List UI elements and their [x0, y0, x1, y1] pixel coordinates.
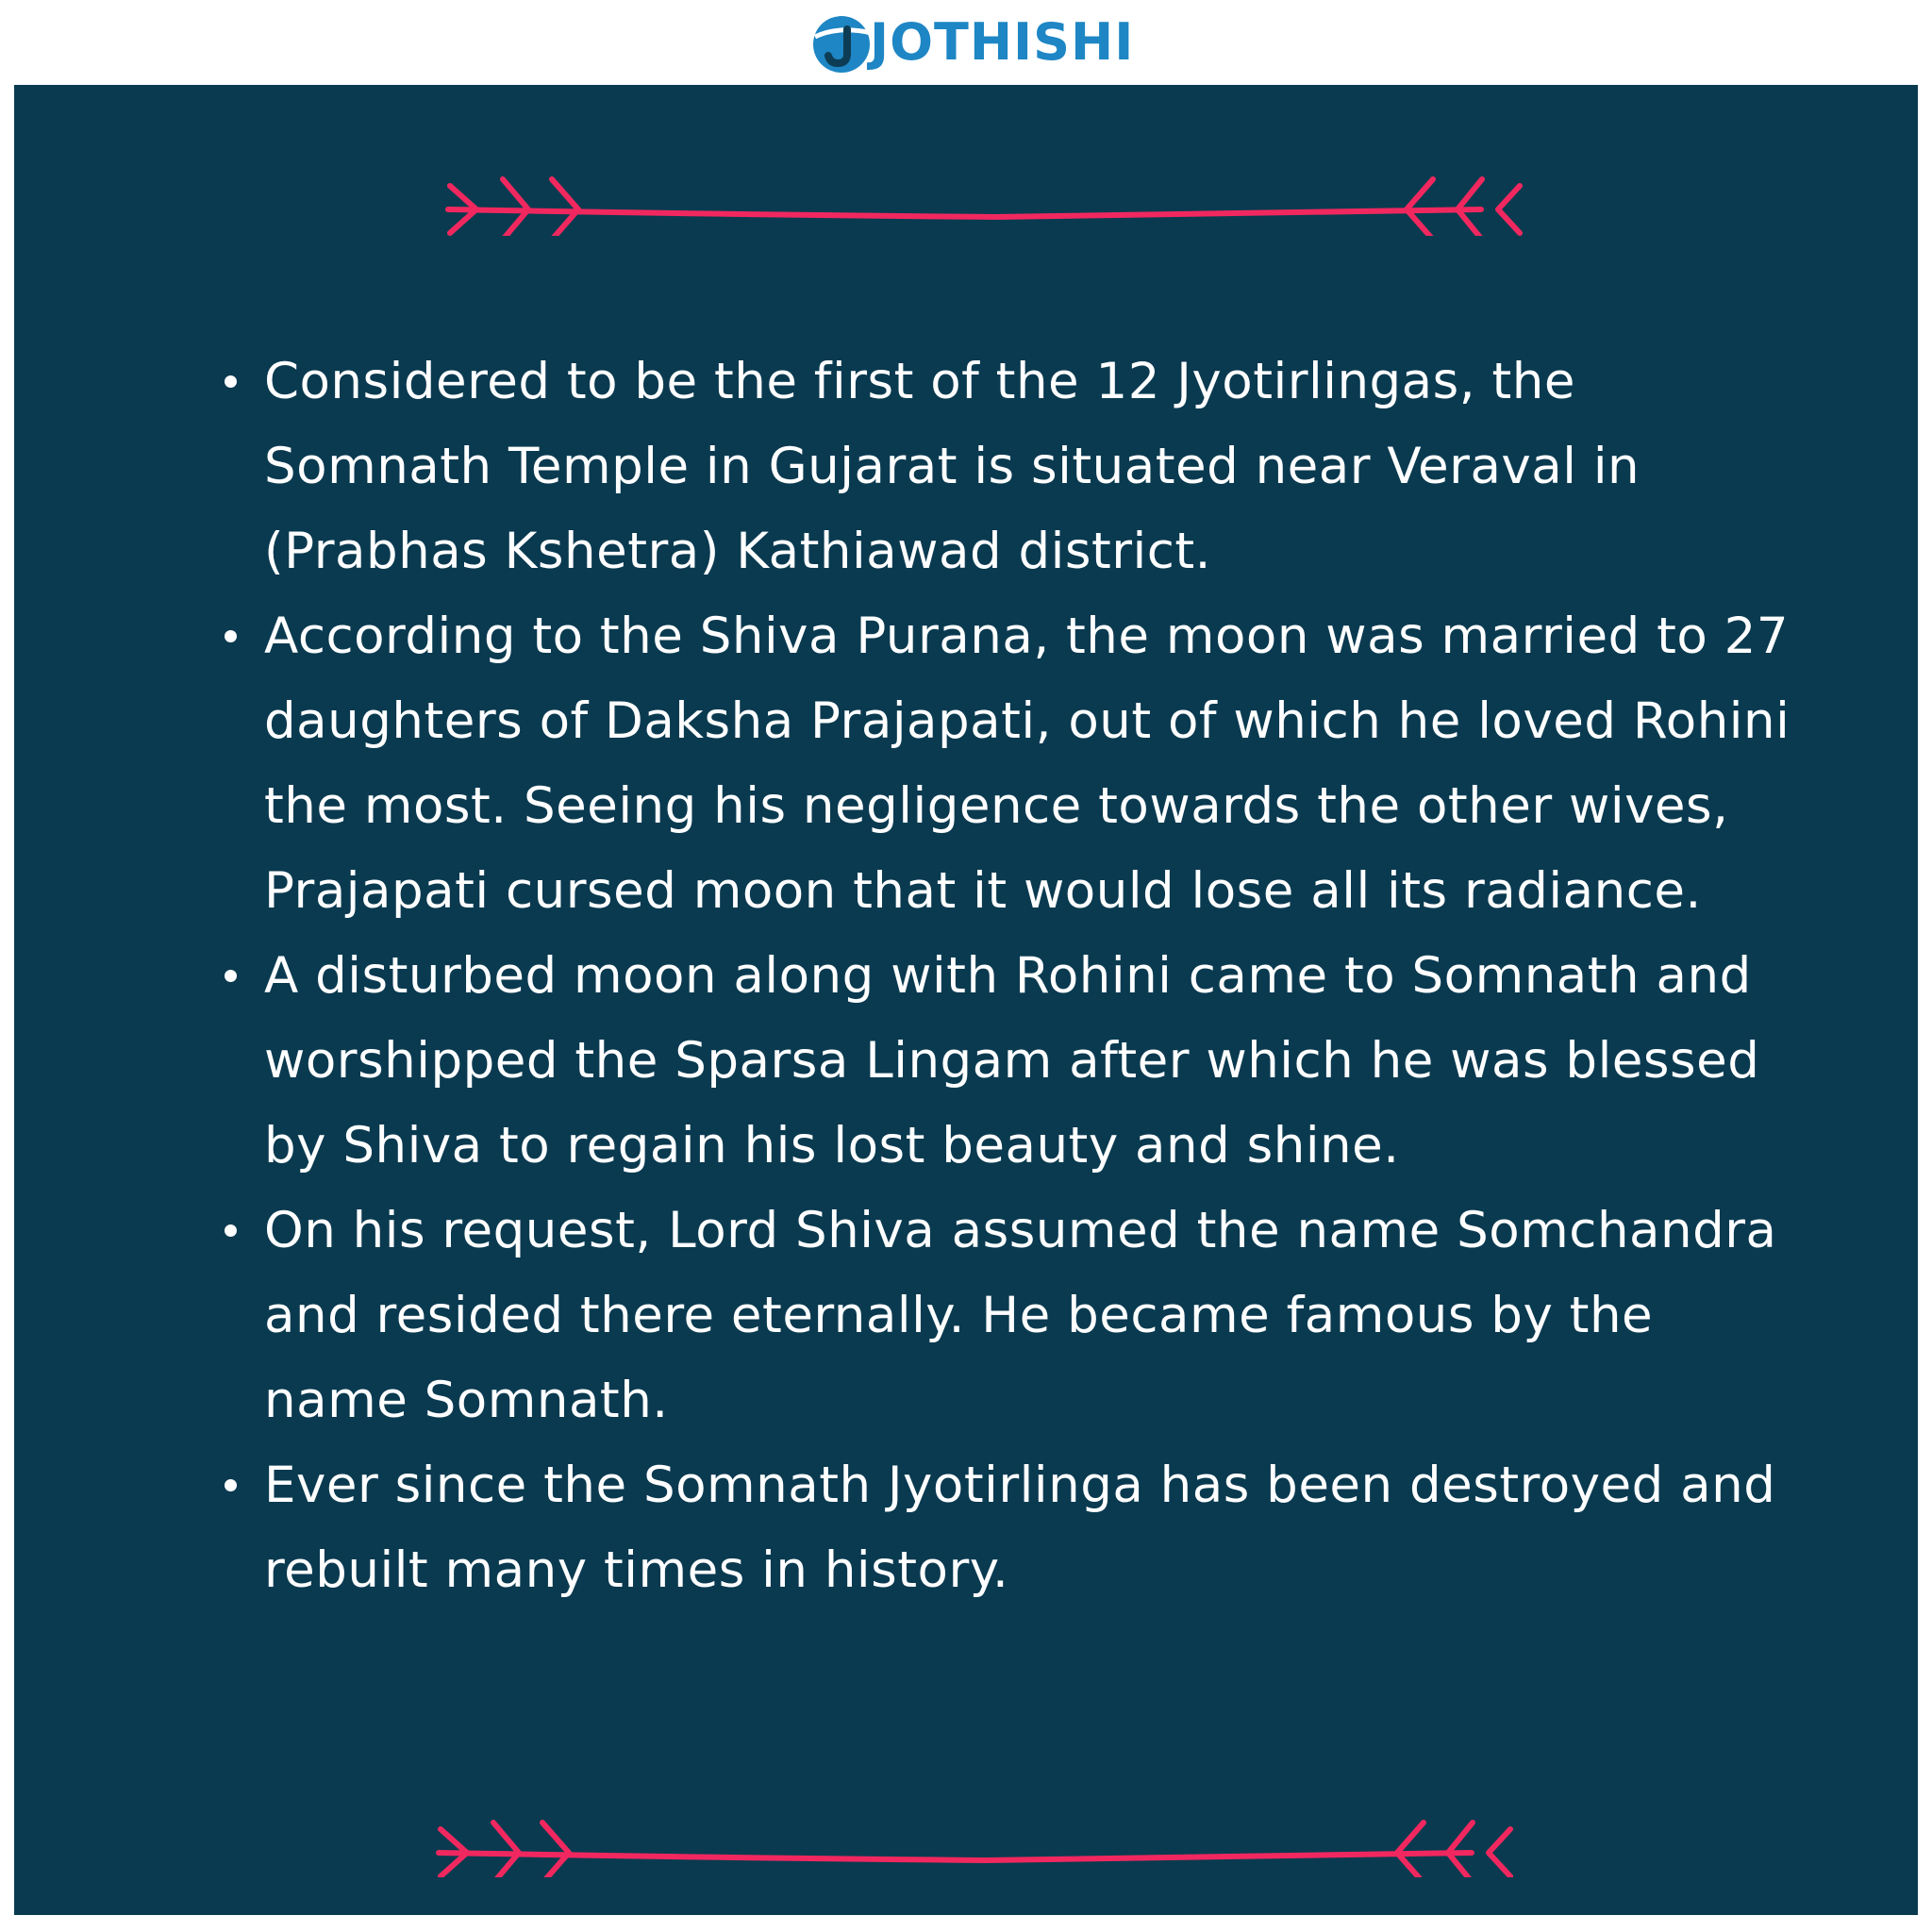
list-item	[264, 934, 1807, 1189]
brand-name: JOTHISHI	[870, 12, 1135, 72]
list-item-text: According to the Shiva Purana, the moon was married to 27 daughters of Daksha Prajapati, out of which he loved Rohini the most. Seeing his negligence towards the other wives, Prajapati cursed moon that it would lose all its radiance.	[264, 608, 1790, 920]
bullet-dot-icon	[225, 630, 237, 642]
list-item	[264, 1443, 1807, 1613]
brand-logo[interactable]	[809, 5, 1134, 80]
bullet-list	[203, 340, 1807, 1613]
top-arrow-divider-icon	[14, 142, 1918, 236]
bullet-dot-icon	[225, 970, 237, 982]
list-item	[264, 594, 1807, 934]
bullet-dot-icon	[225, 375, 237, 388]
logo-mark-icon	[809, 8, 877, 76]
bullet-list-container	[203, 340, 1807, 1613]
bottom-arrow-divider-icon	[14, 1783, 1918, 1877]
content-panel	[14, 85, 1918, 1915]
bullet-dot-icon	[225, 1479, 237, 1491]
list-item-text: On his request, Lord Shiva assumed the name Somchandra and resided there eternally. He became famous by the name Somnath.	[264, 1202, 1777, 1429]
header	[0, 0, 1932, 85]
bullet-dot-icon	[225, 1224, 237, 1237]
list-item-text: Considered to be the first of the 12 Jyotirlingas, the Somnath Temple in Gujarat is situated near Veraval in (Prabhas Kshetra) Kathiawad district.	[264, 353, 1641, 580]
list-item	[264, 340, 1807, 594]
list-item-text: A disturbed moon along with Rohini came to Somnath and worshipped the Sparsa Lingam after which he was blessed by Shiva to regain his lost beauty and shine.	[264, 947, 1760, 1174]
list-item	[264, 1189, 1807, 1443]
list-item-text: Ever since the Somnath Jyotirlinga has been destroyed and rebuilt many times in history.	[264, 1457, 1776, 1599]
